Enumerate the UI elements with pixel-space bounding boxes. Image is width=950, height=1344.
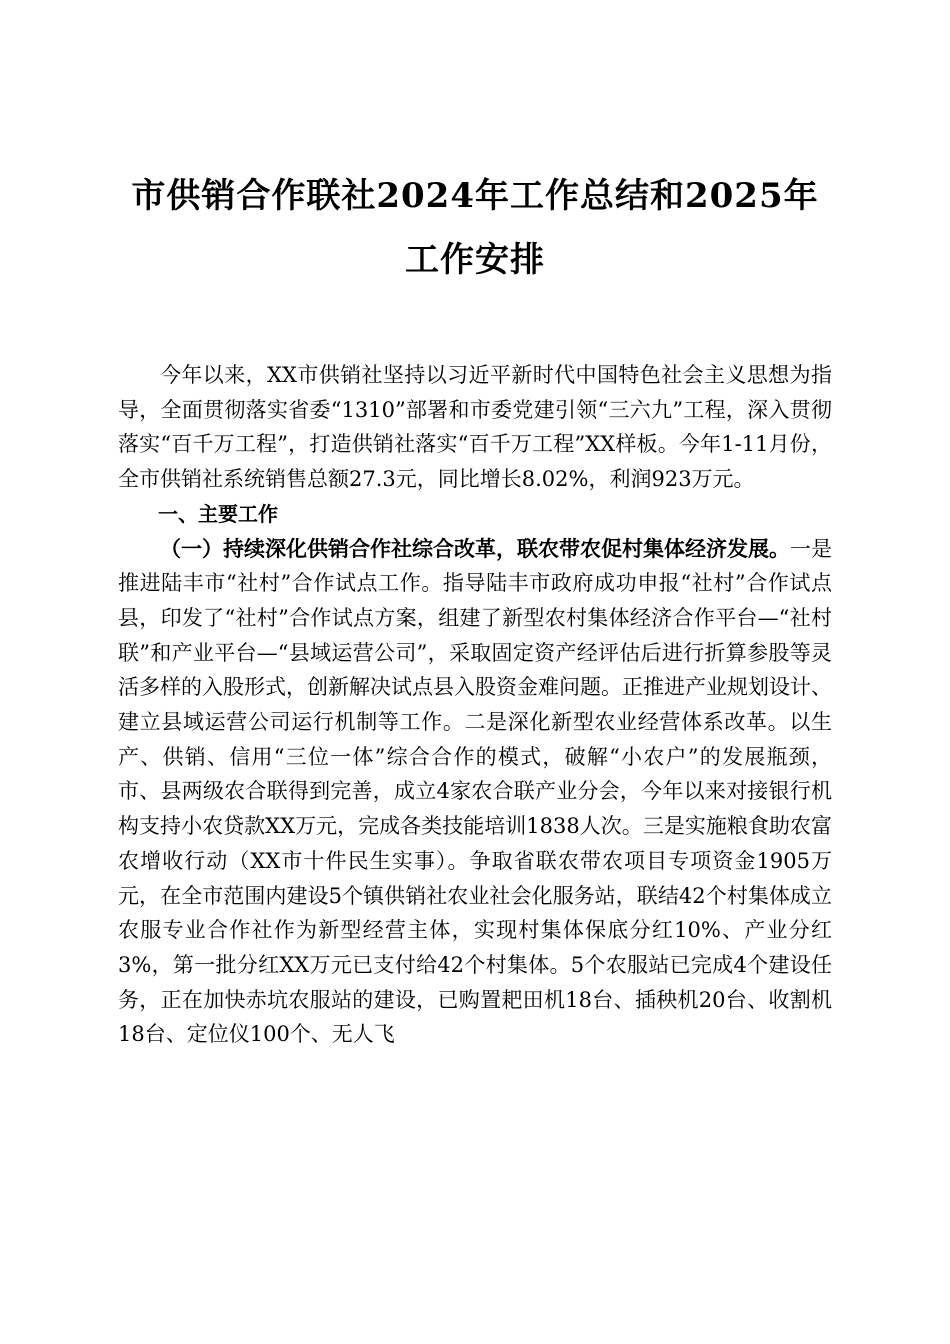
document-body xyxy=(118,358,832,1052)
document-title: 市供销合作联社2024年工作总结和2025年工作安排 xyxy=(131,176,819,280)
subsection-body: 一是推进陆丰市“社村”合作试点工作。指导陆丰市政府成功申报“社村”合作试点县，印发了“社村”合作试点方案，组建了新型农村集体经济合作平台—“社村联”和产业平台—“县域运营公司”，采取固定资产经评估后进行折算参股等灵活多样的入股形式，创新解决试点县入股资金难问题。正推进产业规划设计、建立县域运营公司运行机制等工作。二是深化新型农业经营体系改革。以生产、供销、信用“三位一体”综合合作的模式，破解“小农户”的发展瓶颈，市、县两级农合联得到完善，成立4家农合联产业分会，今年以来对接银行机构支持小农贷款XX万元，完成各类技能培训1838人次。三是实施粮食助农富农增收行动（XX市十件民生实事）。争取省联农带农项目专项资金1905万元，在全市范围内建设5个镇供销社农业社会化服务站，联结42个村集体成立农服专业合作社作为新型经营主体，实现村集体保底分红10%、产业分红3%，第一批分红XX万元已支付给42个村集体。5个农服站已完成4个建设任务，正在加快赤坑农服站的建设，已购置耙田机18台、插秧机20台、收割机18台、定位仪100个、无人飞 xyxy=(118,536,832,1047)
intro-paragraph: 今年以来，XX市供销社坚持以习近平新时代中国特色社会主义思想为指导，全面贯彻落实省委“1310”部署和市委党建引领“三六九”工程，深入贯彻落实“百千万工程”，打造供销社落实“百千万工程”XX样板。今年1-11月份，全市供销社系统销售总额27.3元，同比增长8.02%，利润923万元。 xyxy=(118,363,832,492)
section-heading: 一、主要工作 xyxy=(158,501,278,526)
subsection-paragraph xyxy=(118,532,832,1053)
subsection-heading: （一）持续深化供销合作社综合改革，联农带农促村集体经济发展。 xyxy=(160,535,790,561)
